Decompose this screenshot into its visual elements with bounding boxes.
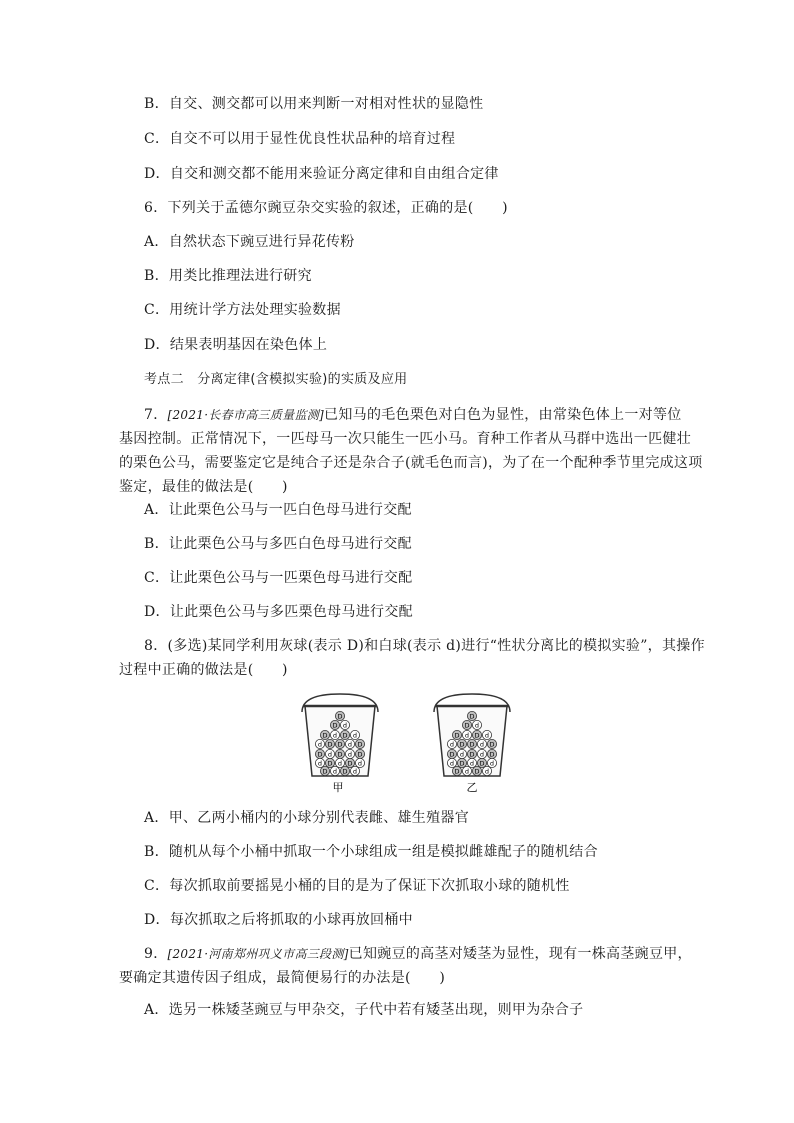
q8-stem-line2: 过程中正确的做法是( ): [119, 662, 288, 678]
ball-label: d: [332, 767, 338, 776]
q9-text-1: 已知豌豆的高茎对矮茎为显性，现有一株高茎豌豆甲，: [348, 946, 692, 962]
fig-label-left: 甲: [332, 781, 344, 794]
q8-option-d: D．每次抓取之后将抓取的小球再放回桶中: [144, 912, 413, 928]
ball-label: d: [474, 721, 480, 730]
ball-label: D: [347, 759, 353, 768]
ball-label: d: [484, 731, 490, 740]
ball-label: D: [357, 750, 363, 759]
ball-label: D: [489, 750, 495, 759]
ball-label: d: [332, 731, 338, 740]
ball-label: d: [337, 759, 343, 768]
ball-label: d: [464, 767, 470, 776]
q9-option-a: A．选另一株矮茎豌豆与甲杂交，子代中若有矮茎出现，则甲为杂合子: [144, 1002, 584, 1018]
ball-label: d: [449, 759, 455, 768]
q9-stem-line2: 要确定其遗传因子组成，最简便易行的办法是( ): [119, 970, 446, 986]
ball-label: d: [317, 759, 323, 768]
q6-option-d: D．结果表明基因在染色体上: [144, 337, 328, 353]
ball-label: D: [474, 731, 480, 740]
ball-label: d: [352, 767, 358, 776]
ball-label: D: [357, 740, 363, 749]
ball-label: d: [317, 740, 323, 749]
ball-label: d: [484, 767, 490, 776]
q7-stem-line3: 的栗色公马，需要鉴定它是纯合子还是杂合子(就毛色而言)，为了在一个配种季节里完成这项: [119, 455, 703, 471]
q7-text-1: 已知马的毛色栗色对白色为显性，由常染色体上一对等位: [324, 407, 682, 423]
q6-option-b: B．用类比推理法进行研究: [144, 268, 312, 284]
fig-label-right: 乙: [466, 781, 478, 794]
ball-label: d: [347, 750, 353, 759]
ball-label: D: [469, 712, 475, 721]
q5-option-b: B．自交、测交都可以用来判断一对相对性状的显隐性: [144, 96, 484, 112]
q7-option-b: B．让此栗色公马与多匹白色母马进行交配: [144, 536, 412, 552]
q5-option-d: D．自交和测交都不能用来验证分离定律和自由组合定律: [144, 166, 499, 182]
ball-label: D: [337, 740, 343, 749]
ball-label: D: [479, 759, 485, 768]
ball-label: D: [337, 712, 343, 721]
ball-label: d: [479, 740, 485, 749]
q7-option-c: C．让此栗色公马与一匹栗色母马进行交配: [144, 570, 413, 586]
ball-label: D: [454, 731, 460, 740]
bucket-left: [302, 694, 378, 776]
ball-label: D: [449, 750, 455, 759]
ball-label: D: [322, 731, 328, 740]
ball-label: D: [337, 750, 343, 759]
ball-label: D: [327, 740, 333, 749]
q9-number: 9．: [144, 946, 168, 962]
ball-label: D: [342, 767, 348, 776]
ball-label: d: [352, 731, 358, 740]
ball-label: d: [327, 750, 333, 759]
ball-label: D: [469, 740, 475, 749]
ball-label: d: [459, 750, 465, 759]
q9-stem-line1: [144, 944, 692, 964]
ball-label: D: [489, 740, 495, 749]
ball-label: d: [469, 759, 475, 768]
q5-option-c: C．自交不可以用于显性优良性状品种的培育过程: [144, 131, 456, 147]
ball-label: D: [327, 759, 333, 768]
ball-label: D: [459, 740, 465, 749]
q6-option-c: C．用统计学方法处理实验数据: [144, 302, 341, 318]
ball-label: D: [317, 750, 323, 759]
ball-label: d: [479, 750, 485, 759]
ball-label: D: [454, 767, 460, 776]
q9-source: [2021·河南郑州巩义市高三段测]: [167, 947, 349, 961]
ball-label: D: [332, 721, 338, 730]
bucket-diagram: [290, 692, 530, 796]
ball-label: d: [357, 759, 363, 768]
ball-label: d: [342, 721, 348, 730]
q7-stem-line4: 鉴定，最佳的做法是( ): [119, 479, 288, 495]
q8-option-b: B．随机从每个小桶中抓取一个小球组成一组是模拟雌雄配子的随机结合: [144, 844, 598, 860]
q7-number: 7．: [144, 407, 168, 423]
ball-label: d: [347, 740, 353, 749]
bucket-right: [434, 694, 510, 776]
ball-label: D: [322, 767, 328, 776]
section-heading: 考点二 分离定律(含模拟实验)的实质及应用: [144, 372, 408, 387]
q7-source: [2021·长春市高三质量监测]: [167, 408, 325, 422]
q8-option-c: C．每次抓取前要摇晃小桶的目的是为了保证下次抓取小球的随机性: [144, 878, 570, 894]
q7-option-a: A．让此栗色公马与一匹白色母马进行交配: [144, 502, 412, 518]
q7-stem-line2: 基因控制。正常情况下，一匹母马一次只能生一匹小马。育种工作者从马群中选出一匹健壮: [119, 431, 691, 447]
ball-label: d: [489, 759, 495, 768]
q6-option-a: A．自然状态下豌豆进行异花传粉: [144, 234, 355, 250]
q8-option-a: A．甲、乙两小桶内的小球分别代表雌、雄生殖器官: [144, 810, 470, 826]
ball-label: D: [342, 731, 348, 740]
ball-label: D: [464, 721, 470, 730]
ball-label: D: [459, 759, 465, 768]
ball-label: d: [464, 731, 470, 740]
ball-label: d: [449, 740, 455, 749]
ball-label: D: [469, 750, 475, 759]
ball-label: D: [474, 767, 480, 776]
q8-stem-line1: 8．(多选)某同学利用灰球(表示 D)和白球(表示 d)进行“性状分离比的模拟实验”，其操作: [144, 638, 705, 654]
bucket-figure: [290, 692, 530, 796]
q7-stem-line1: [144, 405, 682, 425]
q6-stem: 6．下列关于孟德尔豌豆杂交实验的叙述，正确的是( ): [144, 200, 508, 216]
q7-option-d: D．让此栗色公马与多匹栗色母马进行交配: [144, 604, 413, 620]
